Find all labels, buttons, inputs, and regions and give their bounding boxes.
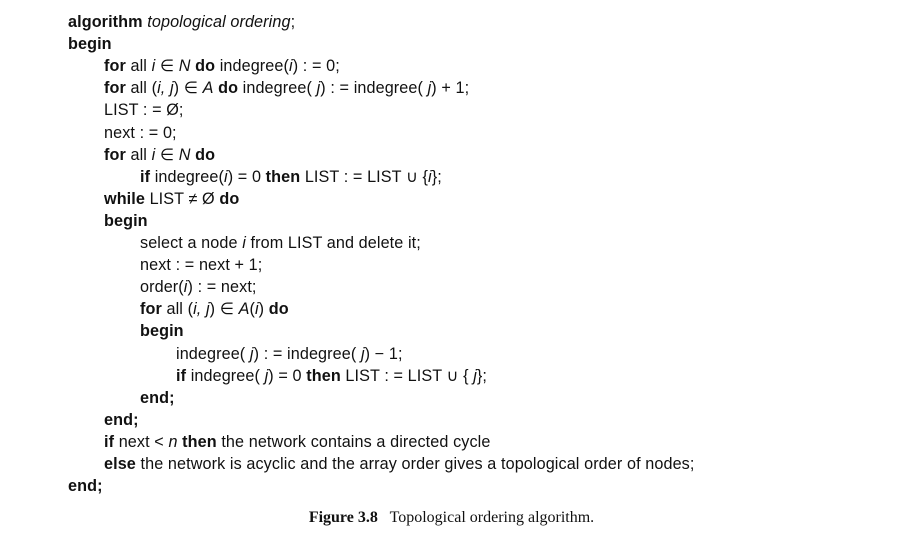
math-variable: N: [178, 145, 191, 164]
code-text: LIST : = LIST ∪ {: [300, 167, 429, 186]
keyword: do: [195, 57, 216, 76]
algorithm-line: [176, 344, 403, 364]
code-text: };: [476, 366, 488, 385]
figure-caption: [0, 508, 903, 528]
keyword: for: [140, 300, 162, 319]
code-text: ) : = indegree(: [253, 344, 361, 363]
math-variable: i, j: [193, 300, 210, 319]
math-variable: i: [254, 300, 259, 319]
keyword: for: [104, 57, 126, 76]
code-text: ) ∈: [173, 79, 203, 98]
keyword: do: [218, 79, 239, 98]
code-text: next : = next + 1;: [140, 256, 263, 275]
algorithm-line: [176, 366, 487, 386]
code-text: ∈: [155, 57, 179, 76]
code-text: ) ∈: [209, 300, 239, 319]
math-variable: i, j: [157, 79, 174, 98]
code-text: ) = 0: [268, 366, 307, 385]
keyword: if: [104, 432, 115, 451]
code-text: ) : = next;: [187, 278, 257, 297]
keyword: then: [265, 167, 301, 186]
algorithm-line: [140, 299, 289, 319]
keyword: do: [195, 145, 216, 164]
keyword: algorithm: [68, 13, 143, 31]
figure-caption-text: Topological ordering algorithm.: [389, 509, 595, 526]
code-text: the network contains a directed cycle: [216, 432, 491, 451]
code-text: indegree(: [186, 366, 265, 385]
code-text: all (: [125, 79, 158, 98]
keyword: else: [104, 455, 136, 473]
code-text: all: [125, 145, 152, 164]
code-text: the network is acyclic and the array order gives a topological order of nodes;: [135, 455, 695, 473]
math-variable: j: [473, 366, 477, 385]
algorithm-line: [140, 255, 262, 275]
keyword: end;: [104, 410, 139, 429]
algorithm-line: [68, 12, 295, 32]
math-variable: i: [151, 145, 156, 164]
code-text: ) : = indegree(: [320, 79, 428, 98]
keyword: for: [104, 145, 126, 164]
algorithm-line: [104, 100, 184, 120]
keyword: then: [182, 432, 217, 451]
keyword: if: [140, 167, 151, 186]
algorithm-line: [104, 454, 694, 474]
algorithm-line: [104, 56, 340, 76]
figure-label: Figure 3.8: [308, 509, 378, 526]
keyword: end;: [68, 477, 103, 496]
math-variable: i: [428, 167, 432, 186]
algorithm-line: [104, 410, 139, 430]
code-text: ) + 1;: [431, 79, 470, 98]
code-text: all (: [161, 300, 194, 319]
algorithm-line: [140, 388, 175, 408]
code-text: indegree(: [176, 344, 250, 363]
code-text: select a node: [140, 234, 243, 252]
math-variable: i: [242, 234, 246, 252]
caption-spacer: [378, 509, 390, 526]
algorithm-line: [104, 432, 490, 452]
keyword: do: [219, 189, 240, 208]
keyword: while: [104, 189, 145, 208]
keyword: begin: [104, 211, 148, 230]
math-variable: A: [238, 300, 250, 319]
keyword: do: [268, 300, 289, 319]
math-variable: N: [178, 57, 191, 76]
code-text: indegree(: [150, 167, 224, 186]
math-variable: n: [168, 432, 178, 451]
code-text: ;: [290, 13, 296, 31]
algorithm-line: [140, 321, 184, 341]
algorithm-line: [68, 34, 112, 54]
math-variable: j: [264, 366, 269, 385]
code-text: LIST : = Ø;: [104, 101, 184, 120]
math-variable: topological ordering: [147, 13, 291, 31]
math-variable: i: [151, 57, 156, 76]
algorithm-line: [140, 167, 442, 187]
keyword: if: [176, 366, 187, 385]
algorithm-line: [104, 211, 148, 231]
code-text: next : = 0;: [104, 123, 177, 142]
algorithm-line: [104, 189, 239, 209]
math-variable: i: [183, 278, 188, 297]
math-variable: A: [202, 79, 214, 98]
algorithm-line: [104, 145, 215, 165]
code-text: };: [431, 167, 442, 186]
code-text: ): [258, 300, 269, 319]
code-text: indegree(: [215, 57, 289, 76]
algorithm-line: [140, 277, 257, 297]
keyword: for: [104, 79, 126, 98]
math-variable: j: [249, 344, 254, 363]
code-text: next <: [114, 432, 169, 451]
code-text: from LIST and delete it;: [245, 234, 421, 252]
code-text: ) : = 0;: [292, 57, 340, 76]
code-text: all: [125, 57, 152, 76]
code-text: order(: [140, 278, 184, 297]
code-text: ∈: [155, 145, 179, 164]
code-text: indegree(: [238, 79, 317, 98]
keyword: begin: [140, 322, 184, 341]
math-variable: i: [224, 167, 228, 186]
algorithm-line: [104, 123, 177, 143]
keyword: begin: [68, 35, 112, 54]
math-variable: j: [316, 79, 321, 98]
code-text: LIST : = LIST ∪ {: [340, 366, 474, 385]
code-text: ) = 0: [227, 167, 266, 186]
code-text: (: [249, 300, 255, 319]
math-variable: i: [289, 57, 293, 76]
algorithm-line: [140, 233, 421, 253]
code-text: LIST ≠ Ø: [144, 189, 220, 208]
algorithm-line: [68, 476, 103, 496]
code-text: ) − 1;: [364, 344, 403, 363]
algorithm-line: [104, 78, 469, 98]
keyword: end;: [140, 388, 175, 407]
math-variable: j: [427, 79, 432, 98]
keyword: then: [306, 366, 341, 385]
math-variable: j: [360, 344, 365, 363]
